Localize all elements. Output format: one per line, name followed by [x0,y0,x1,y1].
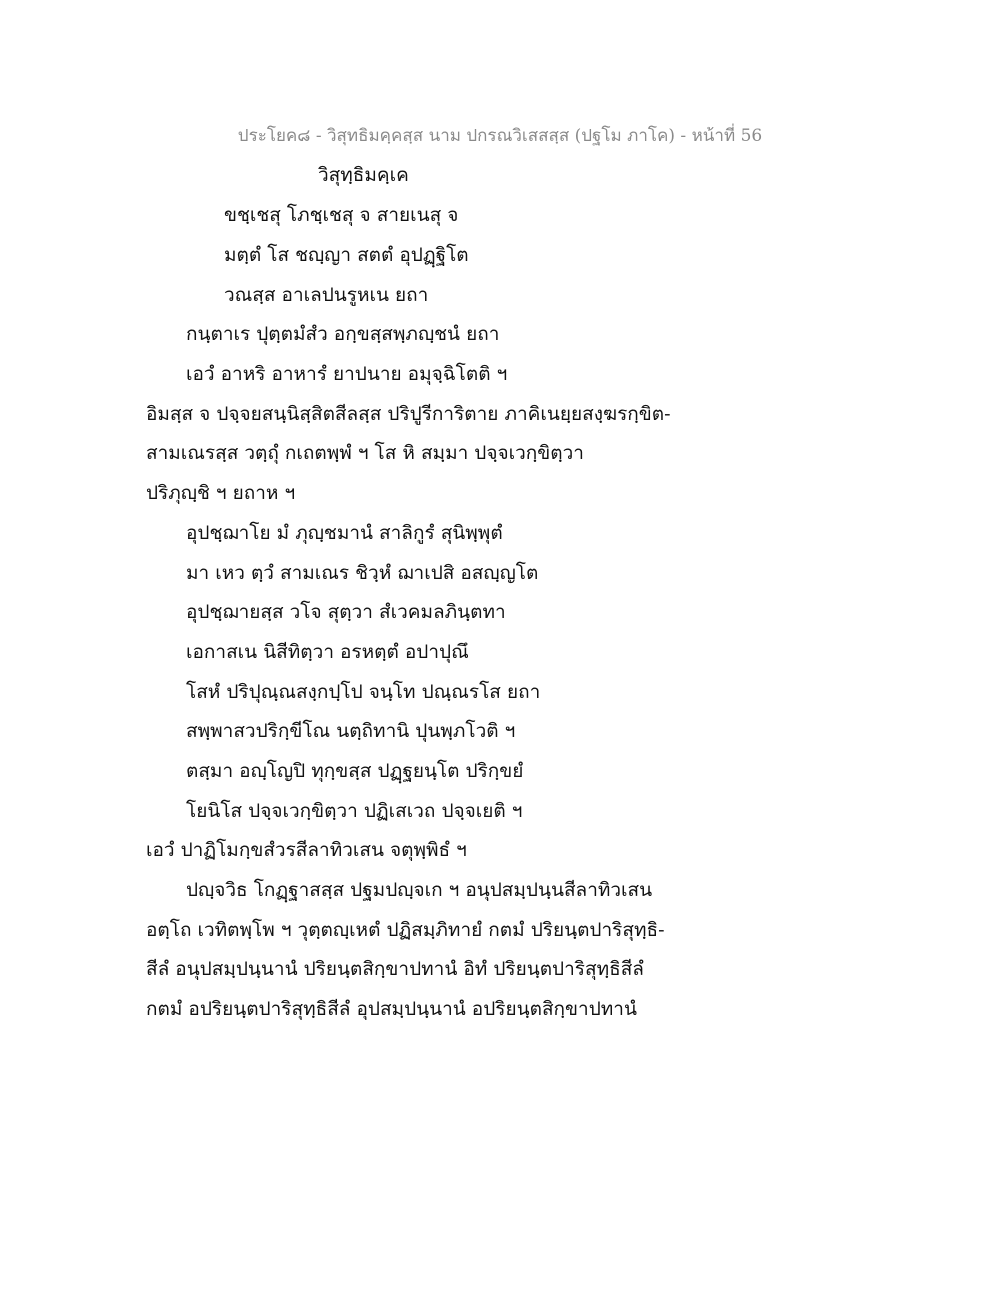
paragraph-line: ปริภุญฺชิ ฯ ยถาห ฯ [146,482,296,504]
verse-line: ขชฺเชสุ โภชฺเชสุ จ สายเนสุ จ [224,204,459,226]
page-header: ประโยค๘ - วิสุทธิมคฺคสฺส นาม ปกรณวิเสสสฺส (ปฐโม ภาโค) - หน้าที่ 56 [237,126,763,146]
paragraph-line: กตมํ อปริยนฺตปาริสุทฺธิสีลํ อุปสมฺปนฺนานํ อปริยนฺตสิกฺขาปทานํ [146,998,637,1020]
verse-line: อุปชฺฌายสฺส วโจ สุตฺวา สํเวคมลภินฺตทา [186,601,506,623]
verse-line: โยนิโส ปจฺจเวกฺขิตฺวา ปฏิเสเวถ ปจฺจเยติ ฯ [186,800,523,822]
verse-line: สพฺพาสวปริกฺขีโณ นตฺถิทานิ ปุนพฺภโวติ ฯ [186,720,516,742]
paragraph-line: ปญฺจวิธ โกฏฺฐาสสฺส ปฐมปญฺจเก ฯ อนุปสมฺปนฺนสีลาทิวเสน [186,879,653,901]
verse-line: เอกาสเน นิสีทิตฺวา อรหตฺตํ อปาปุณึ [186,641,469,663]
paragraph-line: อิมสฺส จ ปจฺจยสนฺนิสฺสิตสีลสฺส ปริปูรีการิตาย ภาคิเนยฺยสงฺฆรกฺขิต- [146,403,671,425]
paragraph-line: อตฺโถ เวทิตพฺโพ ฯ วุตฺตญฺเหตํ ปฏิสมฺภิทายํ กตมํ ปริยนฺตปาริสุทฺธิ- [146,919,665,941]
verse-line: วณสฺส อาเลปนรูหเน ยถา [224,284,429,306]
verse-line: ตสฺมา อญฺโญปิ ทุกฺขสฺส ปฏฺฐยนฺโต ปริกฺขยํ [186,760,524,782]
verse-line: มตฺตํ โส ชญฺญา สตตํ อุปฏฺฐิโต [224,244,469,266]
verse-line: เอวํ อาหริ อาหารํ ยาปนาย อมุจฺฉิโตติ ฯ [186,363,508,385]
verse-line: มา เหว ตฺวํ สามเณร ชิวฺหํ ฌาเปสิ อสญฺญโต [186,562,539,584]
verse-line: อุปชฺฌาโย มํ ภุญฺชมานํ สาลิกูรํ สุนิพฺพุตํ [186,522,503,544]
paragraph-line: สีลํ อนุปสมฺปนฺนานํ ปริยนฺตสิกฺขาปทานํ อิทํ ปริยนฺตปาริสุทฺธิสีลํ [146,958,644,980]
section-title: วิสุทฺธิมคฺเค [318,164,409,186]
paragraph-line: สามเณรสฺส วตฺถุํ กเถตพฺพํ ฯ โส หิ สมฺมา ปจฺจเวกฺขิตฺวา [146,442,584,464]
verse-line: โสหํ ปริปุณฺณสงฺกปฺโป จนฺโท ปณฺณรโส ยถา [186,681,541,703]
verse-line: กนฺตาเร ปุตฺตมํสํว อกฺขสฺสพฺภญฺชนํ ยถา [186,323,500,345]
paragraph-line: เอวํ ปาฏิโมกฺขสํวรสีลาทิวเสน จตุพฺพิธํ ฯ [146,839,467,861]
